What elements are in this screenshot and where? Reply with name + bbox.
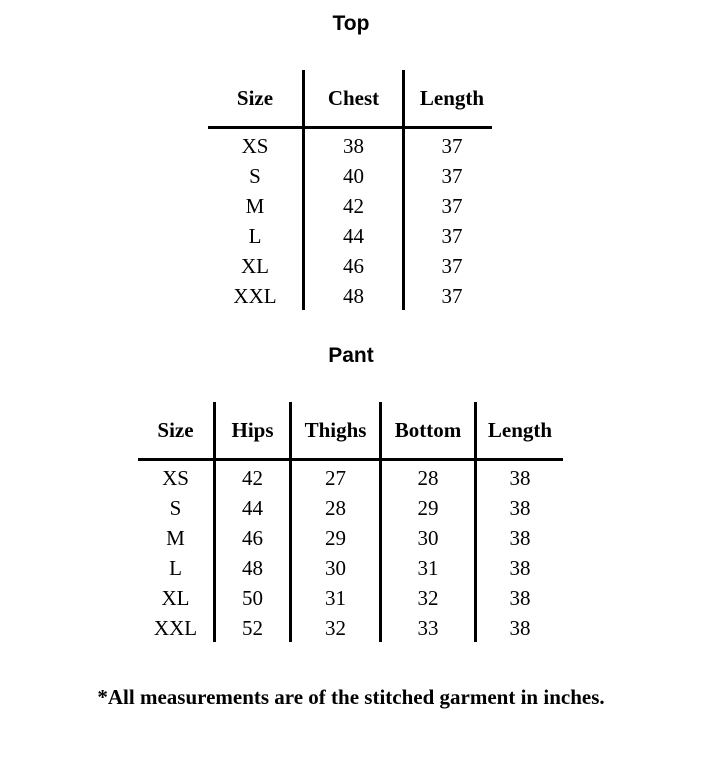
length-cell: 38 — [509, 616, 531, 640]
column-header-length: Length — [487, 418, 553, 442]
thighs-cell: 31 — [325, 586, 346, 610]
bottom-cell: 30 — [417, 526, 439, 550]
size-cell: XXL — [233, 284, 277, 308]
length-cell: 38 — [509, 526, 531, 550]
chest-cell: 44 — [343, 224, 364, 248]
column-header-size: Size — [157, 418, 194, 442]
column-header-chest: Chest — [327, 86, 380, 110]
size-cell: L — [248, 224, 262, 248]
size-cell: XS — [162, 466, 189, 490]
chest-cell: 38 — [343, 134, 364, 158]
length-cell: 38 — [509, 556, 531, 580]
bottom-cell: 31 — [417, 556, 439, 580]
length-cell: 37 — [441, 194, 463, 218]
size-cell: M — [245, 194, 265, 218]
column-header-hips: Hips — [231, 418, 274, 442]
hips-cell: 50 — [242, 586, 263, 610]
size-cell: XXL — [153, 616, 198, 640]
length-cell: 37 — [441, 224, 463, 248]
size-cell: S — [249, 164, 261, 188]
bottom-cell: 28 — [417, 466, 439, 490]
size-cell: L — [169, 556, 182, 580]
size-cell: XS — [241, 134, 269, 158]
thighs-cell: 28 — [325, 496, 346, 520]
chest-cell: 48 — [343, 284, 364, 308]
length-cell: 37 — [441, 164, 463, 188]
top-size-table — [208, 70, 492, 310]
column-header-length: Length — [419, 86, 485, 110]
header-divider — [138, 458, 563, 461]
hips-cell: 52 — [242, 616, 263, 640]
hips-cell: 42 — [242, 466, 263, 490]
chest-cell: 40 — [343, 164, 364, 188]
length-cell: 38 — [509, 496, 531, 520]
column-header-thighs: Thighs — [304, 418, 367, 442]
size-cell: XL — [241, 254, 269, 278]
size-cell: XL — [161, 586, 190, 610]
pant-title: Pant — [328, 344, 374, 367]
length-cell: 37 — [441, 284, 463, 308]
bottom-cell: 33 — [417, 616, 439, 640]
thighs-cell: 27 — [325, 466, 346, 490]
top-title: Top — [332, 12, 370, 35]
bottom-cell: 29 — [417, 496, 439, 520]
chest-cell: 46 — [343, 254, 364, 278]
chest-cell: 42 — [343, 194, 364, 218]
size-cell: M — [166, 526, 185, 550]
bottom-cell: 32 — [417, 586, 439, 610]
thighs-cell: 29 — [325, 526, 346, 550]
size-cell: S — [169, 496, 182, 520]
length-cell: 37 — [441, 134, 463, 158]
length-cell: 38 — [509, 586, 531, 610]
hips-cell: 48 — [242, 556, 263, 580]
pant-size-table — [138, 402, 563, 642]
hips-cell: 46 — [242, 526, 263, 550]
length-cell: 38 — [509, 466, 531, 490]
hips-cell: 44 — [242, 496, 263, 520]
thighs-cell: 30 — [325, 556, 346, 580]
header-divider — [208, 126, 492, 129]
measurement-footnote: *All measurements are of the stitched garment in inches. — [97, 685, 605, 709]
length-cell: 37 — [441, 254, 463, 278]
column-header-bottom: Bottom — [394, 418, 462, 442]
thighs-cell: 32 — [325, 616, 346, 640]
column-header-size: Size — [236, 86, 274, 110]
